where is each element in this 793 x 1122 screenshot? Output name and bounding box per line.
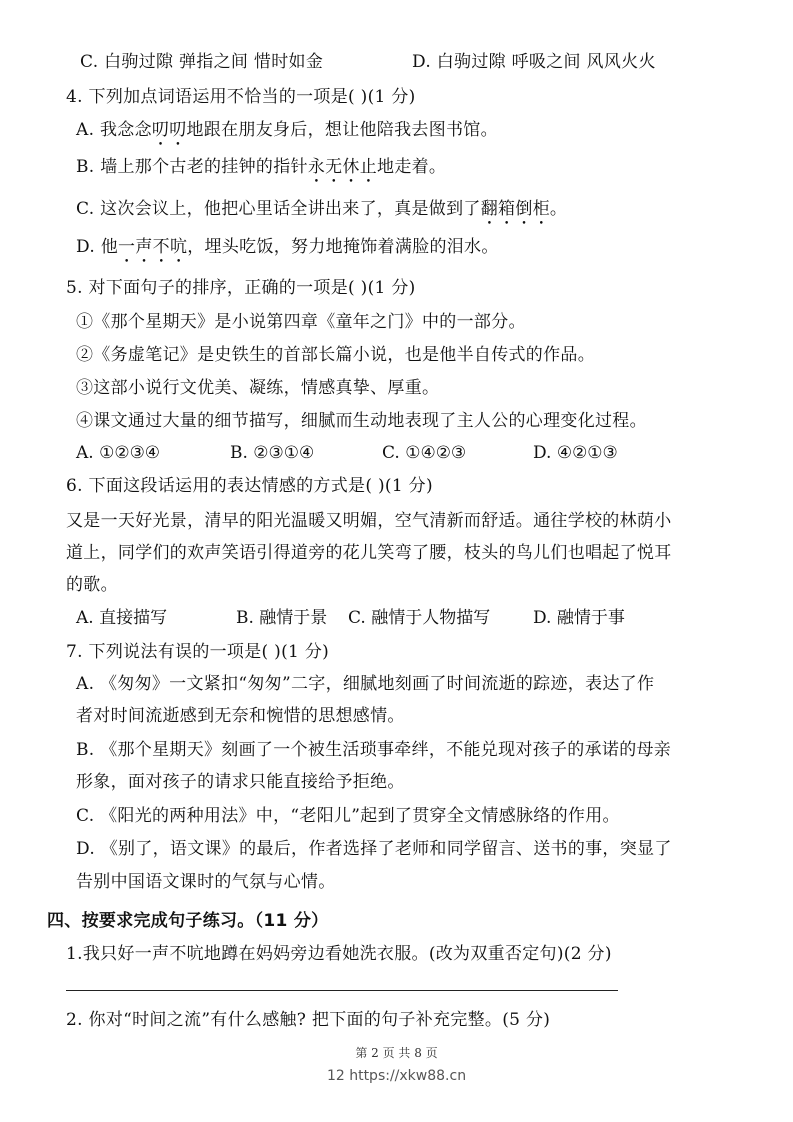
q4-d-pre: D. 他 (76, 237, 119, 257)
q4-b-dotted: 永无休止 (307, 157, 378, 177)
q4-option-b (76, 156, 446, 187)
q3-option-c: C. 白驹过隙 弹指之间 惜时如金 (80, 52, 324, 72)
watermark-url: 12 https://xkw88.cn (326, 1068, 467, 1084)
section-4-title: 四、按要求完成句子练习。（11 分） (47, 911, 329, 931)
q7-option-a-line-2: 者对时间流逝感到无奈和惋惜的思想感情。 (76, 706, 405, 726)
q7-option-a-line-1: A. 《匆匆》一文紧扣“匆匆”二字，细腻地刻画了时间流逝的踪迹，表达了作 (76, 674, 655, 694)
q6-option-a: A. 直接描写 (76, 608, 168, 628)
q5-sentence-4: ④课文通过大量的细节描写，细腻而生动地表现了主人公的心理变化过程。 (76, 411, 647, 431)
q4-a-pre: A. 我念念 (76, 120, 152, 140)
q5-option-d: D. ④②①③ (533, 443, 618, 463)
q7-option-d-line-2: 告别中国语文课时的气氛与心情。 (76, 872, 336, 892)
q4-option-c (76, 198, 567, 229)
q6-stem: 6. 下面这段话运用的表达情感的方式是( )(1 分) (66, 476, 433, 496)
q4-d-post: ，埋头吃饭，努力地掩饰着满脸的泪水。 (187, 237, 499, 257)
q4-option-d (76, 236, 499, 267)
q7-option-b-line-1: B. 《那个星期天》刻画了一个被生活琐事牵绊，不能兑现对孩子的承诺的母亲 (76, 740, 672, 760)
q4-a-post: 地跟在朋友身后，想让他陪我去图书馆。 (186, 120, 498, 140)
section-4-q2: 2. 你对“时间之流”有什么感触? 把下面的句子补充完整。(5 分) (66, 1010, 551, 1030)
answer-line[interactable] (66, 990, 618, 991)
q4-option-a (76, 119, 498, 150)
q6-passage-line-3: 的歌。 (66, 575, 118, 595)
q4-b-post: 地走着。 (377, 157, 447, 177)
q7-option-b-line-2: 形象，面对孩子的请求只能直接给予拒绝。 (76, 772, 405, 792)
q7-stem: 7. 下列说法有误的一项是( )(1 分) (66, 642, 330, 662)
q4-b-pre: B. 墙上那个古老的挂钟的指针 (76, 157, 308, 177)
q5-sentence-3: ③这部小说行文优美、凝练，情感真挚、厚重。 (76, 378, 440, 398)
q3-option-d: D. 白驹过隙 呼吸之间 风风火火 (412, 52, 656, 72)
q5-stem: 5. 对下面句子的排序，正确的一项是( )(1 分) (66, 278, 416, 298)
q4-c-post: 。 (549, 199, 568, 219)
q4-d-dotted: 一声不吭 (118, 237, 188, 257)
q7-option-d-line-1: D. 《别了，语文课》的最后，作者选择了老师和同学留言、送书的事，突显了 (76, 839, 672, 859)
q7-option-c: C. 《阳光的两种用法》中，“老阳儿”起到了贯穿全文情感脉络的作用。 (76, 806, 620, 826)
q5-option-c: C. ①④②③ (382, 443, 467, 463)
q4-c-pre: C. 这次会议上，他把心里话全讲出来了，真是做到了 (76, 199, 481, 219)
q6-option-c: C. 融情于人物描写 (348, 608, 491, 628)
q5-sentence-1: ①《那个星期天》是小说第四章《童年之门》中的一部分。 (76, 312, 526, 332)
section-4-q1: 1.我只好一声不吭地蹲在妈妈旁边看她洗衣服。(改为双重否定句)(2 分) (66, 944, 612, 964)
q4-c-dotted: 翻箱倒柜 (480, 199, 550, 219)
q4-a-dotted: 叨叨 (151, 120, 187, 140)
q6-option-b: B. 融情于景 (236, 608, 328, 628)
q6-passage-line-2: 道上，同学们的欢声笑语引得道旁的花儿笑弯了腰，枝头的鸟儿们也唱起了悦耳 (66, 543, 672, 563)
q6-passage-line-1: 又是一天好光景，清早的阳光温暖又明媚，空气清新而舒适。通往学校的林荫小 (66, 511, 672, 531)
q4-stem: 4. 下列加点词语运用不恰当的一项是( )(1 分) (66, 87, 416, 107)
q5-option-b: B. ②③①④ (230, 443, 315, 463)
q6-option-d: D. 融情于事 (533, 608, 625, 628)
page-number: 第 2 页 共 8 页 (355, 1046, 438, 1060)
q5-option-a: A. ①②③④ (76, 443, 161, 463)
q5-sentence-2: ②《务虚笔记》是史铁生的首部长篇小说，也是他半自传式的作品。 (76, 345, 595, 365)
